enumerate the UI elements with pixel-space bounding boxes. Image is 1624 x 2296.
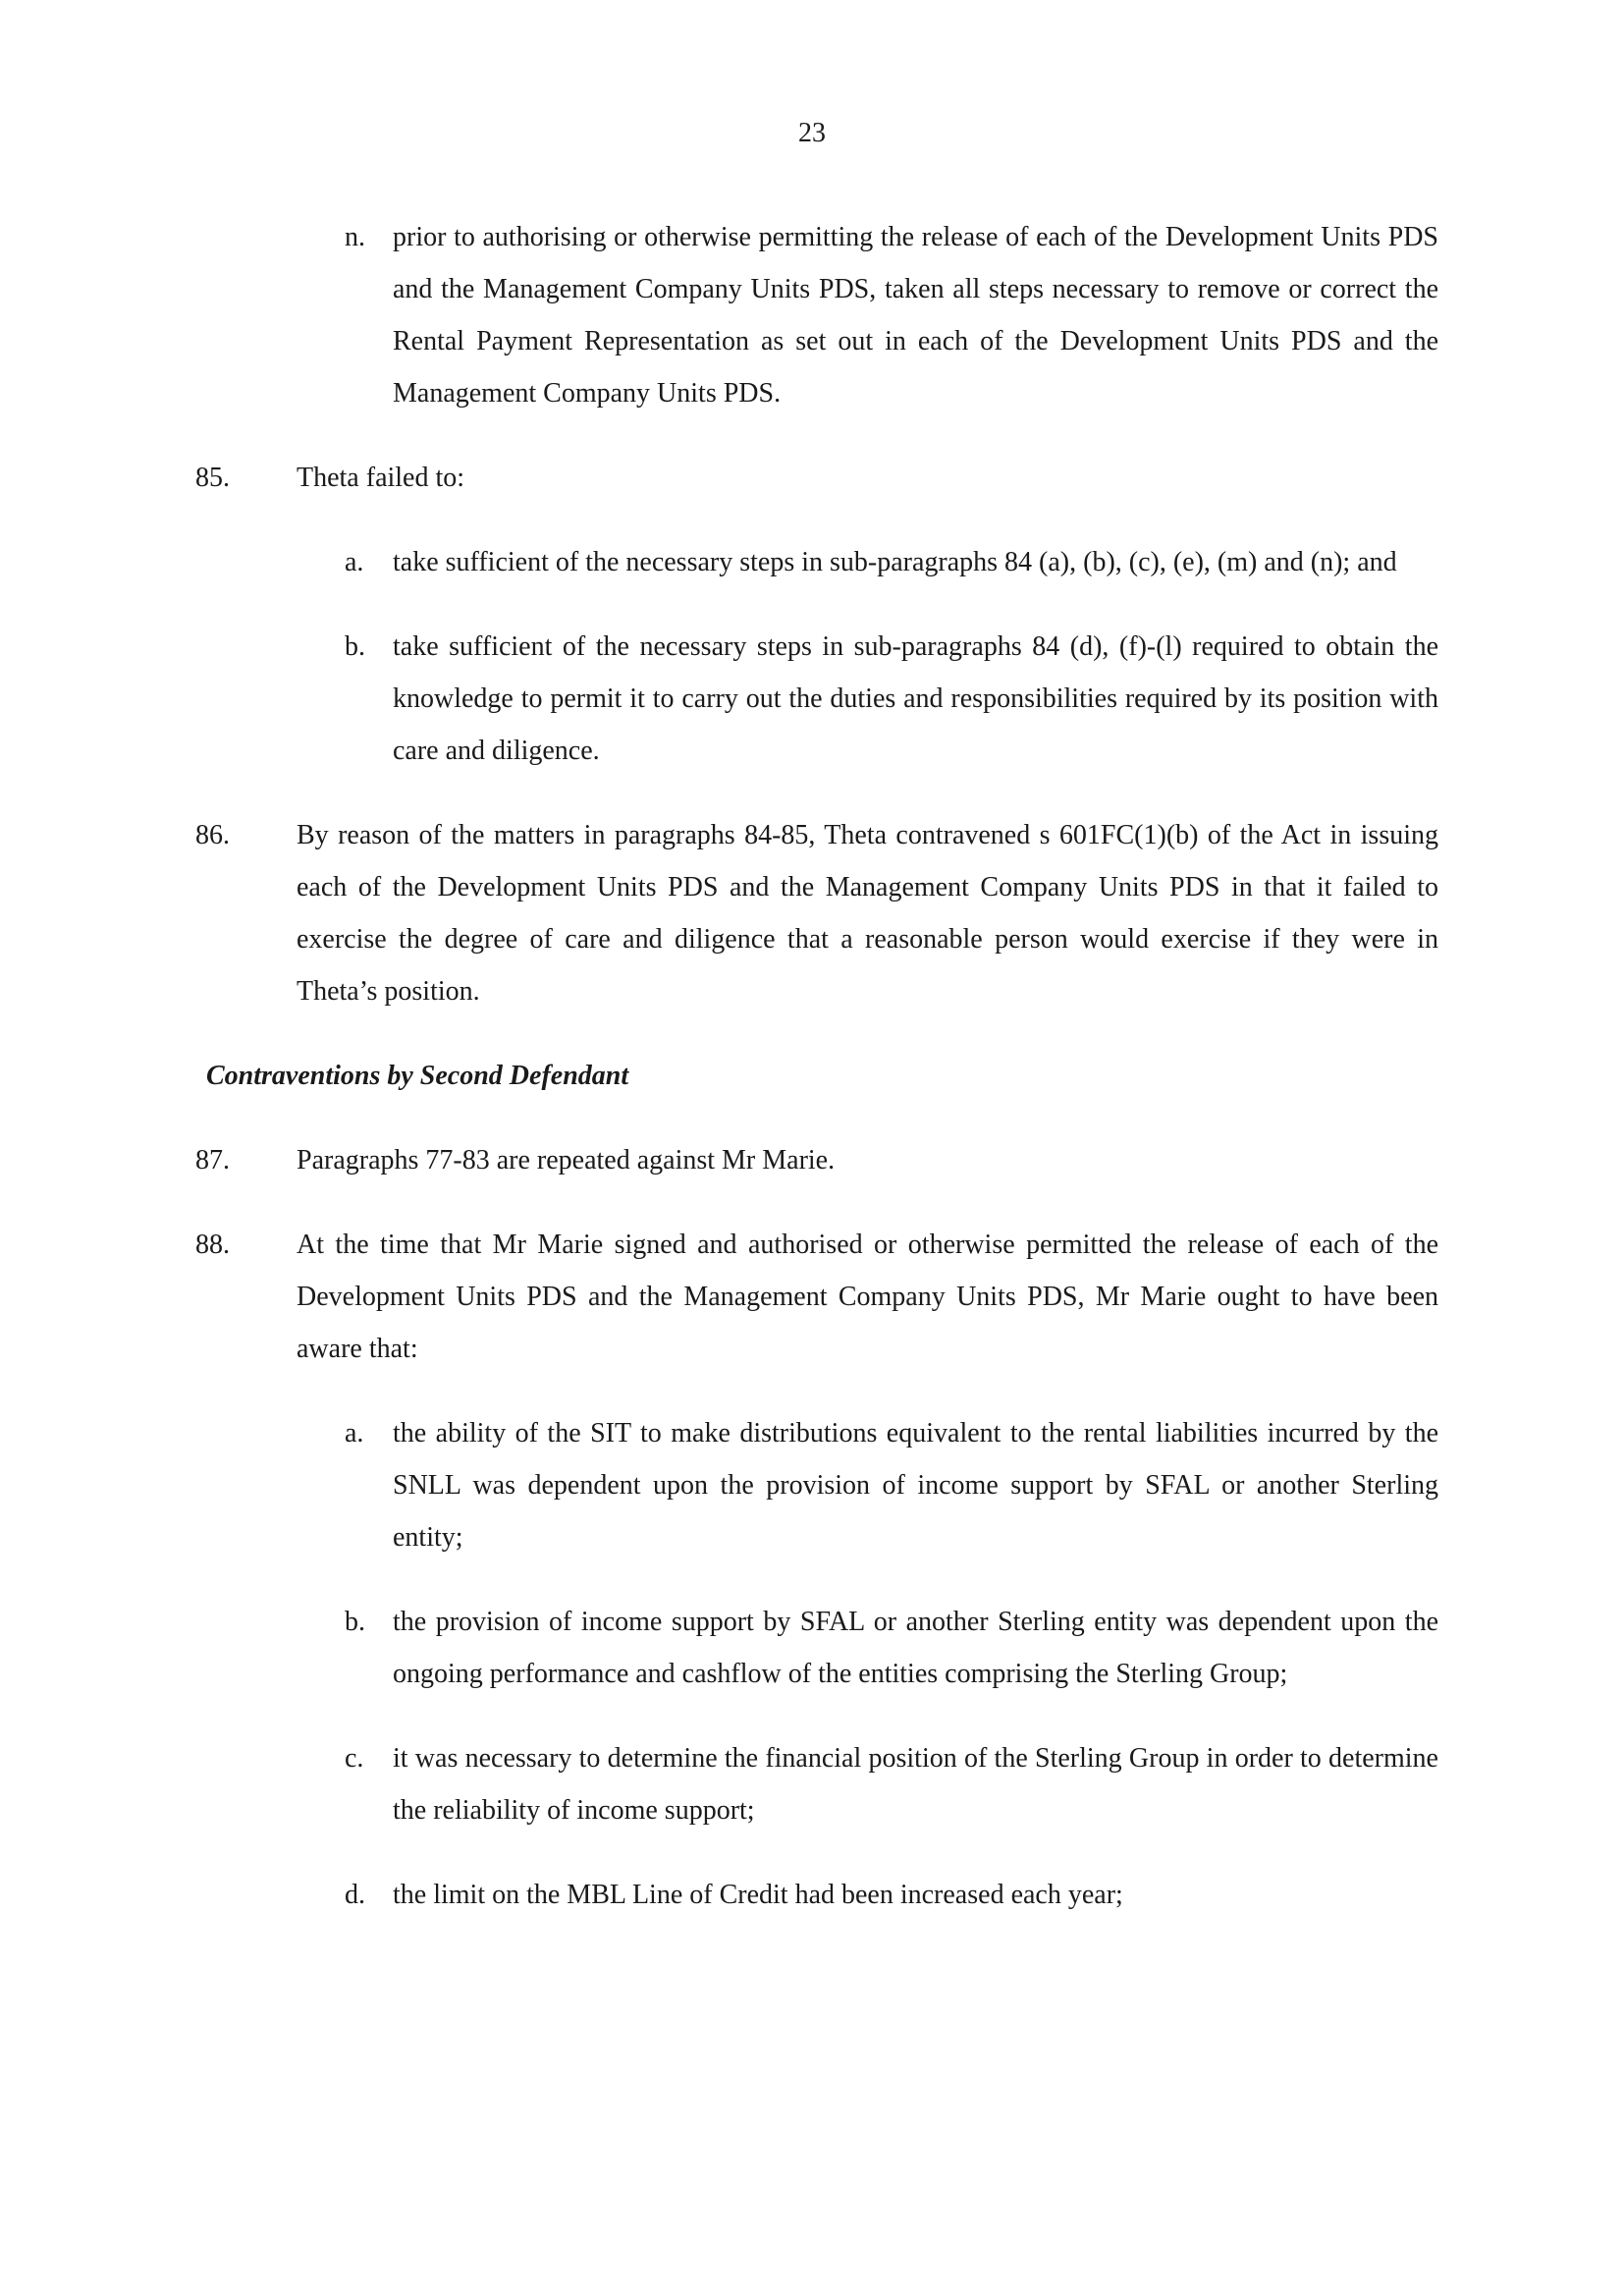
paragraph-88: [195, 1219, 1438, 1375]
item-letter: b.: [345, 631, 365, 662]
list-item-n: [345, 211, 1438, 419]
section-heading: Contraventions by Second Defendant: [206, 1061, 629, 1091]
list-item-88c: [345, 1732, 1438, 1836]
paragraph-text: Theta failed to:: [297, 463, 465, 493]
paragraph-number: 88.: [195, 1230, 230, 1260]
paragraph-text: At the time that Mr Marie signed and authorised or otherwise permitted the release of each of the Development Units PDS and the Management Company Units PDS, Mr Marie ought to have been aware that:: [297, 1230, 1438, 1364]
item-text: the ability of the SIT to make distributions equivalent to the rental liabilities incurred by the SNLL was dependent upon the provision of income support by SFAL or another Sterling entity;: [393, 1418, 1438, 1553]
item-letter: d.: [345, 1880, 365, 1910]
list-item-85a: [345, 536, 1438, 588]
item-letter: a.: [345, 547, 364, 577]
item-text: it was necessary to determine the financial position of the Sterling Group in order to determine the reliability of income support;: [393, 1743, 1438, 1826]
paragraph-number: 87.: [195, 1145, 230, 1175]
paragraph-86: [195, 809, 1438, 1017]
item-text: prior to authorising or otherwise permitting the release of each of the Development Units PDS and the Management Company Units PDS, taken all steps necessary to remove or correct the Rental Payment Representation as set out in each of the Development Units PDS and the Management Company Units PDS.: [393, 222, 1438, 409]
list-item-88d: [345, 1869, 1438, 1921]
paragraph-text: By reason of the matters in paragraphs 84-85, Theta contravened s 601FC(1)(b) of the Act in issuing each of the Development Units PDS and the Management Company Units PDS in that it failed to exercise the degree of care and diligence that a reasonable person would exercise if they were in Theta’s position.: [297, 820, 1438, 1007]
item-letter: n.: [345, 222, 365, 252]
paragraph-number: 86.: [195, 820, 230, 850]
list-item-85b: [345, 621, 1438, 777]
item-text: the limit on the MBL Line of Credit had been increased each year;: [393, 1880, 1123, 1910]
page-number: 23: [798, 118, 826, 148]
list-item-88b: [345, 1596, 1438, 1700]
item-letter: c.: [345, 1743, 364, 1774]
item-letter: a.: [345, 1418, 364, 1449]
paragraph-number: 85.: [195, 463, 230, 493]
document-body: [0, 211, 1624, 1921]
item-text: take sufficient of the necessary steps in sub-paragraphs 84 (d), (f)-(l) required to obtain the knowledge to permit it to carry out the duties and responsibilities required by its position with care and diligence.: [393, 631, 1438, 766]
paragraph-85: [195, 452, 1438, 504]
item-text: take sufficient of the necessary steps in sub-paragraphs 84 (a), (b), (c), (e), (m) and (n); and: [393, 547, 1397, 577]
paragraph-text: Paragraphs 77-83 are repeated against Mr Marie.: [297, 1145, 836, 1175]
paragraph-87: [195, 1134, 1438, 1186]
item-text: the provision of income support by SFAL or another Sterling entity was dependent upon the ongoing performance and cashflow of the entities comprising the Sterling Group;: [393, 1607, 1438, 1689]
item-letter: b.: [345, 1607, 365, 1637]
list-item-88a: [345, 1407, 1438, 1563]
